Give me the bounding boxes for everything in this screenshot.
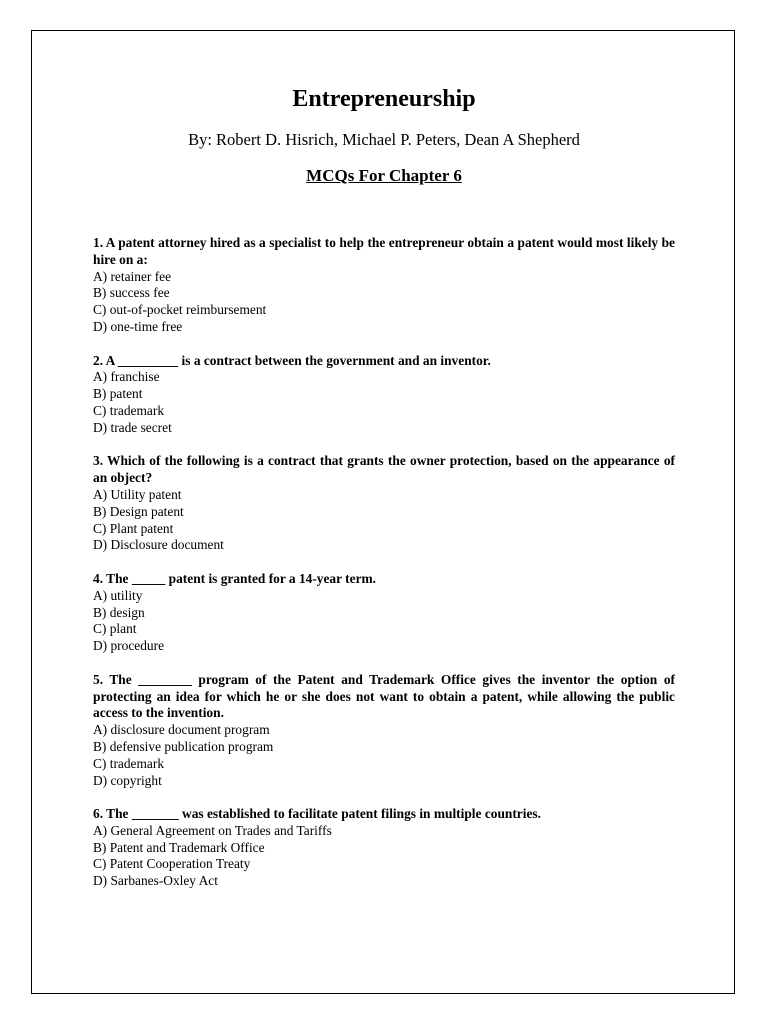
question-text: 4. The _____ patent is granted for a 14-year term. bbox=[93, 570, 377, 586]
question-6 bbox=[93, 806, 675, 890]
question-3 bbox=[93, 453, 675, 554]
option-d: D) copyright bbox=[93, 772, 162, 788]
question-text: 1. A patent attorney hired as a specialist to help the entrepreneur obtain a patent would most likely be hire on a: bbox=[93, 235, 675, 267]
question-5 bbox=[93, 672, 675, 790]
option-d: D) Disclosure document bbox=[93, 537, 224, 553]
option-c: C) trademark bbox=[93, 402, 165, 418]
option-a: A) franchise bbox=[93, 369, 160, 385]
option-c: C) trademark bbox=[93, 755, 165, 771]
option-a: A) disclosure document program bbox=[93, 722, 270, 738]
option-c: C) Patent Cooperation Treaty bbox=[93, 856, 251, 872]
option-d: D) trade secret bbox=[93, 419, 172, 435]
document-title: Entrepreneurship bbox=[292, 86, 476, 112]
question-1 bbox=[93, 235, 675, 336]
option-b: B) design bbox=[93, 604, 145, 620]
option-c: C) Plant patent bbox=[93, 520, 174, 536]
option-b: B) defensive publication program bbox=[93, 738, 274, 754]
question-list bbox=[93, 235, 675, 907]
question-4 bbox=[93, 571, 675, 655]
document-authors: By: Robert D. Hisrich, Michael P. Peters, Dean A Shepherd bbox=[188, 130, 580, 149]
option-b: B) Patent and Trademark Office bbox=[93, 839, 265, 855]
option-a: A) General Agreement on Trades and Tariffs bbox=[93, 822, 332, 838]
option-d: D) one-time free bbox=[93, 318, 183, 334]
question-text: 5. The ________ program of the Patent and Trademark Office gives the inventor the option of protecting an idea for which he or she does not want to obtain a patent, while allowing the public access to the invention. bbox=[93, 671, 675, 721]
option-c: C) out-of-pocket reimbursement bbox=[93, 302, 267, 318]
option-d: D) Sarbanes-Oxley Act bbox=[93, 873, 218, 889]
option-b: B) patent bbox=[93, 386, 143, 402]
question-2 bbox=[93, 353, 675, 437]
option-c: C) plant bbox=[93, 621, 137, 637]
question-text: 3. Which of the following is a contract that grants the owner protection, based on the appearance of an object? bbox=[93, 453, 675, 486]
option-a: A) retainer fee bbox=[93, 268, 172, 284]
option-b: B) success fee bbox=[93, 285, 170, 301]
option-b: B) Design patent bbox=[93, 503, 184, 519]
question-text: 2. A _________ is a contract between the government and an inventor. bbox=[93, 352, 491, 368]
option-a: A) Utility patent bbox=[93, 486, 182, 502]
option-d: D) procedure bbox=[93, 638, 165, 654]
option-a: A) utility bbox=[93, 587, 143, 603]
question-text: 6. The _______ was established to facilitate patent filings in multiple countries. bbox=[93, 806, 541, 822]
chapter-heading: MCQs For Chapter 6 bbox=[306, 166, 462, 185]
